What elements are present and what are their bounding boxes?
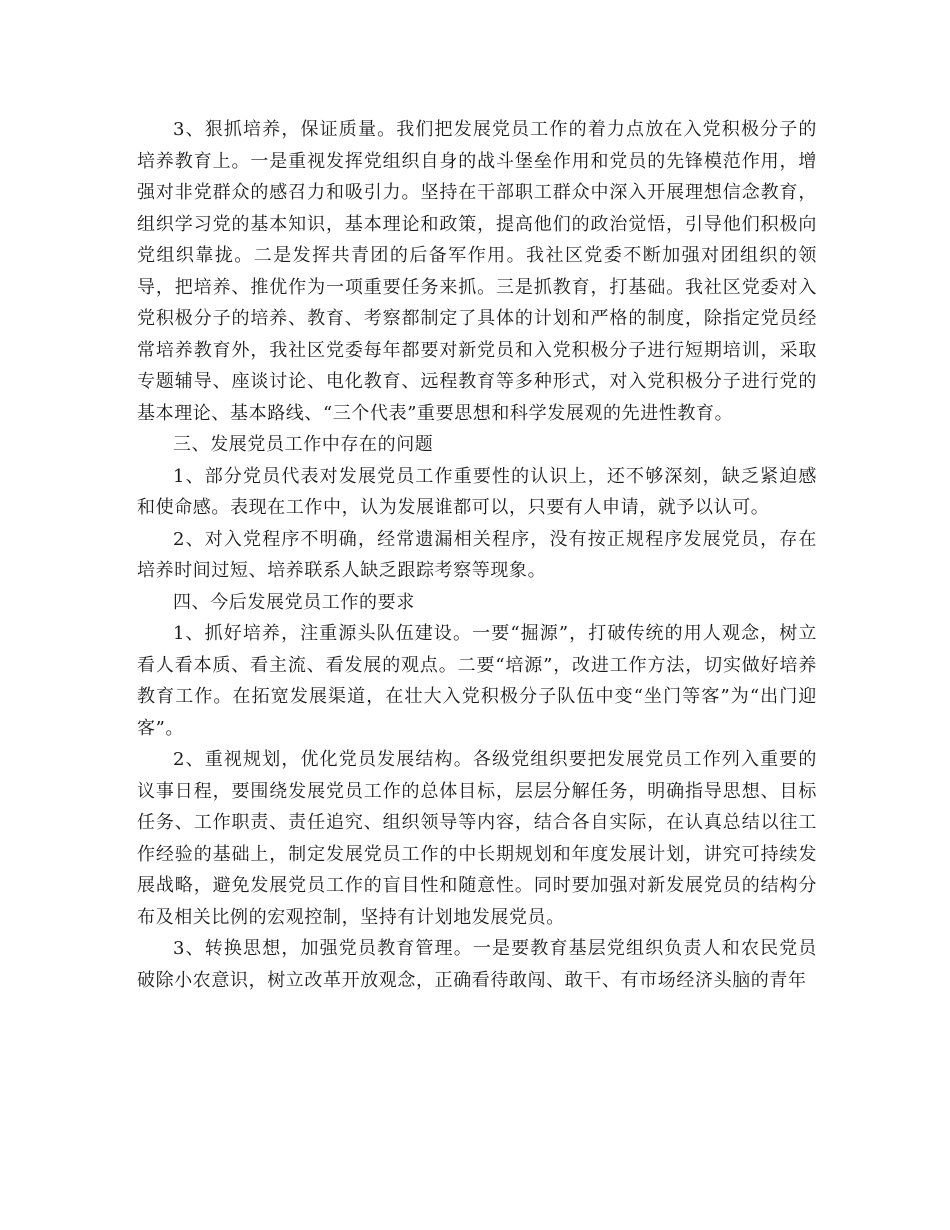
paragraph-problem-2: 2、对入党程序不明确，经常遗漏相关程序，没有按正规程序发展党员，存在培养时间过短、培养联系人缺乏跟踪考察等现象。 xyxy=(137,528,817,581)
paragraph-requirement-2: 2、重视规划，优化党员发展结构。各级党组织要把发展党员工作列入重要的议事日程，要围绕发展党员工作的总体目标，层层分解任务，明确指导思想、目标任务、工作职责、责任追究、组织领导等内容，结合各自实际，在认真总结以往工作经验的基础上，制定发展党员工作的中长期规划和年度发展计划，讲究可持续发展战略，避免发展党员工作的盲目性和随意性。同时要加强对新发展党员的结构分布及相关比例的宏观控制，坚持有计划地发展党员。 xyxy=(137,749,817,928)
document-body xyxy=(137,114,817,996)
section-heading-problems: 三、发展党员工作中存在的问题 xyxy=(173,434,434,455)
paragraph-requirement-1: 1、抓好培养，注重源头队伍建设。一要“掘源”，打破传统的用人观念，树立看人看本质、看主流、看发展的观点。二要“培源”，改进工作方法，切实做好培养教育工作。在拓宽发展渠道，在壮大入党积极分子队伍中变“坐门等客”为“出门迎客”。 xyxy=(137,623,817,739)
section-heading-requirements: 四、今后发展党员工作的要求 xyxy=(173,591,415,613)
paragraph-cultivation: 3、狠抓培养，保证质量。我们把发展党员工作的着力点放在入党积极分子的培养教育上。一是重视发挥党组织自身的战斗堡垒作用和党员的先锋模范作用，增强对非党群众的感召力和吸引力。坚持在干部职工群众中深入开展理想信念教育，组织学习党的基本知识，基本理论和政策，提高他们的政治觉悟，引导他们积极向党组织靠拢。二是发挥共青团的后备军作用。我社区党委不断加强对团组织的领导，把培养、推优作为一项重要任务来抓。三是抓教育，打基础。我社区党委对入党积极分子的培养、教育、考察都制定了具体的计划和严格的制度，除指定党员经常培养教育外，我社区党委每年都要对新党员和入党积极分子进行短期培训，采取专题辅导、座谈讨论、电化教育、远程教育等多种形式，对入党积极分子进行党的基本理论、基本路线、“三个代表”重要思想和科学发展观的先进性教育。 xyxy=(137,119,817,424)
paragraph-problem-1: 1、部分党员代表对发展党员工作重要性的认识上，还不够深刻，缺乏紧迫感和使命感。表现在工作中，认为发展谁都可以，只要有人申请，就予以认可。 xyxy=(137,465,817,518)
paragraph-requirement-3: 3、转换思想，加强党员教育管理。一是要教育基层党组织负责人和农民党员破除小农意识，树立改革开放观念，正确看待敢闯、敢干、有市场经济头脑的青年 xyxy=(137,938,817,991)
